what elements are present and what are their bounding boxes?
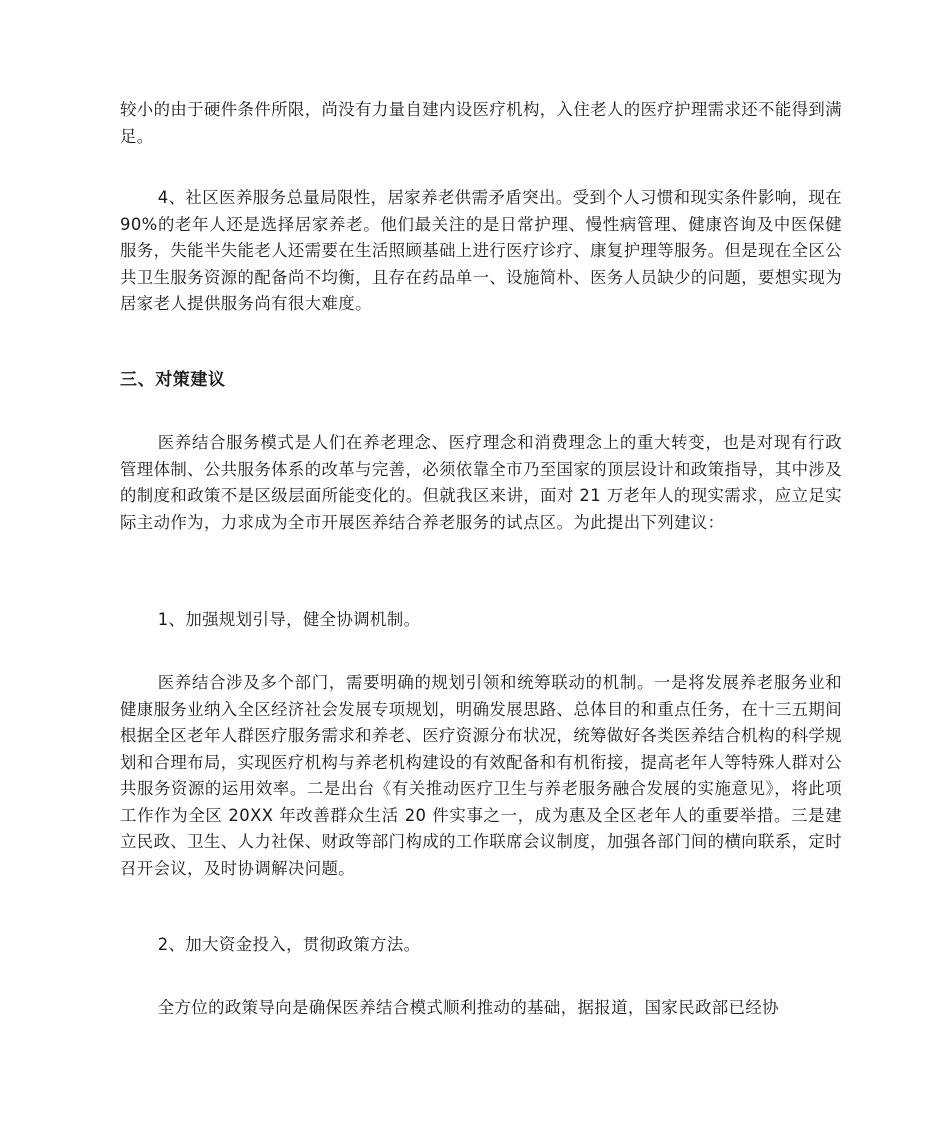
section-heading: 三、对策建议 xyxy=(120,370,226,390)
paragraph-point-2-body: 全方位的政策导向是确保医养结合模式顺利推动的基础，据报道，国家民政部已经协 xyxy=(157,998,779,1017)
paragraph-subheading-1: 1、加强规划引导，健全协调机制。 xyxy=(157,610,421,629)
paragraph-point-4: 4、社区医养服务总量局限性，居家养老供需矛盾突出。受到个人习惯和现实条件影响，现在 90%的老年人还是选择居家养老。他们最关注的是日常护理、慢性病管理、健康咨询及中医保健服务，失能半失能老人还需要在生活照顾基础上进行医疗诊疗、康复护理等服务。但是现在全区公共卫生服务资源的配备尚不均衡，且存在药品单一、设施简朴、医务人员缺少的问题，要想实现为居家老人提供服务尚有很大难度。 xyxy=(120,188,842,313)
paragraph-point-1-body: 医养结合涉及多个部门，需要明确的规划引领和统筹联动的机制。一是将发展养老服务业和健康服务业纳入全区经济社会发展专项规划，明确发展思路、总体目的和重点任务，在十三五期间根据全区老年人群医疗服务需求和养老、医疗资源分布状况，统筹做好各类医养结合机构的科学规划和合理布局，实现医疗机构与养老机构建设的有效配备和有机衔接，提高老年人等特殊人群对公共服务资源的运用效率。二是出台《有关推动医疗卫生与养老服务融合发展的实施意见》，将此项工作作为全区 20XX 年改善群众生活 20 件实事之一，成为惠及全区老年人的重要举措。三是建立民政、卫生、人力社保、财政等部门构成的工作联席会议制度，加强各部门间的横向联系，定时召开会议，及时协调解决问题。 xyxy=(120,673,842,878)
paragraph-continued: 较小的由于硬件条件所限，尚没有力量自建内设医疗机构，入住老人的医疗护理需求还不能得到满足。 xyxy=(120,100,842,146)
paragraph-intro: 医养结合服务模式是人们在养老理念、医疗理念和消费理念上的重大转变，也是对现有行政管理体制、公共服务体系的改革与完善，必须依靠全市乃至国家的顶层设计和政策指导，其中涉及的制度和政策不是区级层面所能变化的。但就我区来讲，面对 21 万老年人的现实需求，应立足实际主动作为，力求成为全市开展医养结合养老服务的试点区。为此提出下列建议： xyxy=(120,433,842,532)
paragraph-subheading-2: 2、加大资金投入，贯彻政策方法。 xyxy=(157,935,421,954)
